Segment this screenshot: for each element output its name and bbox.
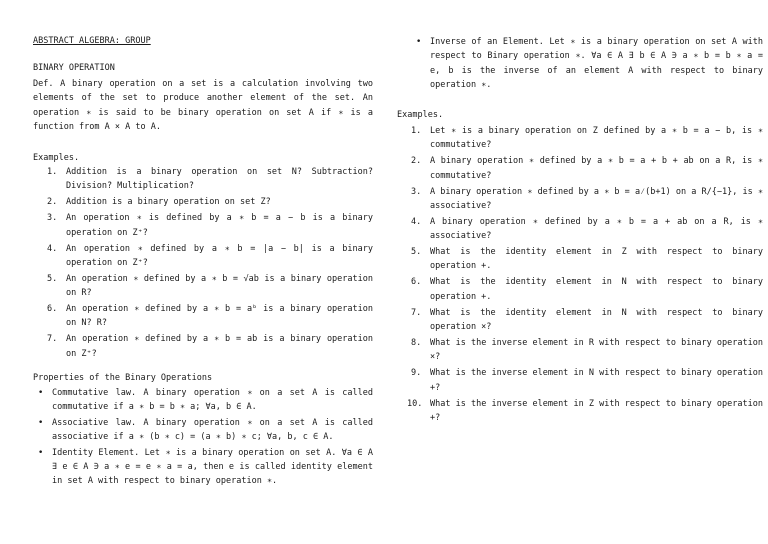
item-number: 3.	[47, 213, 58, 224]
list-item	[33, 242, 373, 271]
item-text: Addition is a binary operation on set N? Subtraction? Division? Multiplication?	[66, 167, 373, 192]
item-number: 10.	[407, 398, 423, 409]
item-text: What is the identity element in N with respect to binary operation +.	[430, 277, 763, 302]
list-item	[33, 332, 373, 361]
item-number: 2.	[47, 197, 58, 208]
item-text: A binary operation ∗ defined by a ∗ b = a + ab on a R, is ∗ associative?	[430, 216, 763, 242]
item-number: 2.	[411, 156, 422, 167]
list-item	[397, 336, 763, 365]
item-number: 7.	[47, 334, 58, 345]
item-number: 1.	[411, 126, 422, 136]
bullet-icon: •	[38, 447, 44, 458]
item-text: What is the identity element in Z with respect to binary operation +.	[430, 247, 763, 272]
list-item	[397, 366, 763, 395]
item-text: Associative law. A binary operation ∗ on a set A is called associative if a ∗ (b ∗ c) = (a ∗ b) ∗ c; ∀a, b, c ∈ A.	[52, 417, 373, 443]
examples-heading: Examples.	[397, 110, 444, 120]
bullet-icon: •	[38, 388, 44, 398]
examples-list	[33, 165, 373, 363]
list-item	[33, 272, 373, 301]
list-item	[33, 195, 373, 209]
item-text: A binary operation ∗ defined by a ∗ b = a⁄(b+1) on a R/{−1}, is ∗ associative?	[430, 186, 763, 211]
inverse-list	[411, 35, 763, 93]
list-item	[397, 306, 763, 335]
list-item	[397, 245, 763, 274]
item-text: What is the identity element in N with respect to binary operation ×?	[430, 307, 763, 332]
item-text: An operation ∗ is defined by a ∗ b = a − b is a binary operation on Z⁺?	[66, 213, 373, 238]
examples-heading: Examples.	[33, 153, 80, 163]
list-item	[411, 35, 763, 92]
definition-paragraph: Def. A binary operation on a set is a calculation involving two elements of the set to produce another element of the set. An operation ∗ is said to be binary operation on set A if ∗ is a function from A × A to A.	[33, 79, 373, 132]
item-number: 5.	[411, 247, 422, 258]
item-number: 1.	[47, 167, 58, 177]
binary-operation-heading: BINARY OPERATION	[33, 63, 115, 73]
item-text: Addition is a binary operation on set Z?	[66, 197, 271, 208]
bullet-icon: •	[38, 417, 44, 428]
item-number: 5.	[47, 273, 58, 284]
item-text: An operation ∗ defined by a ∗ b = √ab is a binary operation on R?	[66, 273, 373, 299]
item-number: 7.	[411, 307, 422, 318]
item-text: An operation ∗ defined by a ∗ b = aᵇ is a binary operation on N? R?	[66, 304, 373, 329]
list-item	[397, 275, 763, 304]
item-number: 9.	[411, 368, 422, 379]
properties-list	[33, 386, 373, 490]
item-text: An operation ∗ defined by a ∗ b = |a − b| is a binary operation on Z⁺?	[66, 243, 373, 268]
item-number: 6.	[47, 304, 58, 315]
list-item	[33, 446, 373, 489]
item-number: 3.	[411, 186, 422, 197]
properties-heading: Properties of the Binary Operations	[33, 373, 213, 383]
item-text: What is the inverse element in R with respect to binary operation ×?	[430, 337, 763, 363]
item-text: Identity Element. Let ∗ is a binary operation on set A. ∀a ∈ A ∃ e ∈ A ∋ a ∗ e = e ∗ a = a, then e is called identity element in set A with respect to binary operation ∗.	[52, 447, 373, 487]
list-item	[397, 397, 763, 426]
list-item	[33, 165, 373, 194]
list-item	[397, 215, 763, 244]
list-item	[397, 154, 763, 183]
list-item	[33, 302, 373, 331]
list-item	[397, 124, 763, 153]
examples-list	[397, 124, 763, 427]
page-title: ABSTRACT ALGEBRA: GROUP	[33, 36, 151, 46]
item-text: Inverse of an Element. Let ∗ is a binary operation on set A with respect to Binary operation ∗. ∀a ∈ A ∃ b ∈ A ∋ a ∗ b = b ∗ a = e, b is the inverse of an element A with respect to binary operation ∗.	[430, 37, 763, 90]
bullet-icon: •	[416, 37, 422, 47]
item-text: A binary operation ∗ defined by a ∗ b = a + b + ab on a R, is ∗ commutative?	[430, 156, 763, 181]
item-text: Let ∗ is a binary operation on Z defined by a ∗ b = a − b, is ∗ commutative?	[430, 126, 763, 151]
item-text: What is the inverse element in Z with respect to binary operation +?	[430, 398, 763, 423]
list-item	[397, 185, 763, 214]
item-text: An operation ∗ defined by a ∗ b = ab is a binary operation on Z⁺?	[66, 334, 373, 359]
item-text: Commutative law. A binary operation ∗ on a set A is called commutative if a ∗ b = b ∗ a; ∀a, b ∈ A.	[52, 388, 373, 413]
list-item	[33, 386, 373, 415]
list-item	[33, 211, 373, 240]
item-number: 8.	[411, 337, 422, 348]
item-number: 4.	[47, 243, 58, 254]
item-number: 4.	[411, 216, 422, 227]
item-number: 6.	[411, 277, 422, 288]
list-item	[33, 416, 373, 445]
item-text: What is the inverse element in N with respect to binary operation +?	[430, 368, 763, 393]
